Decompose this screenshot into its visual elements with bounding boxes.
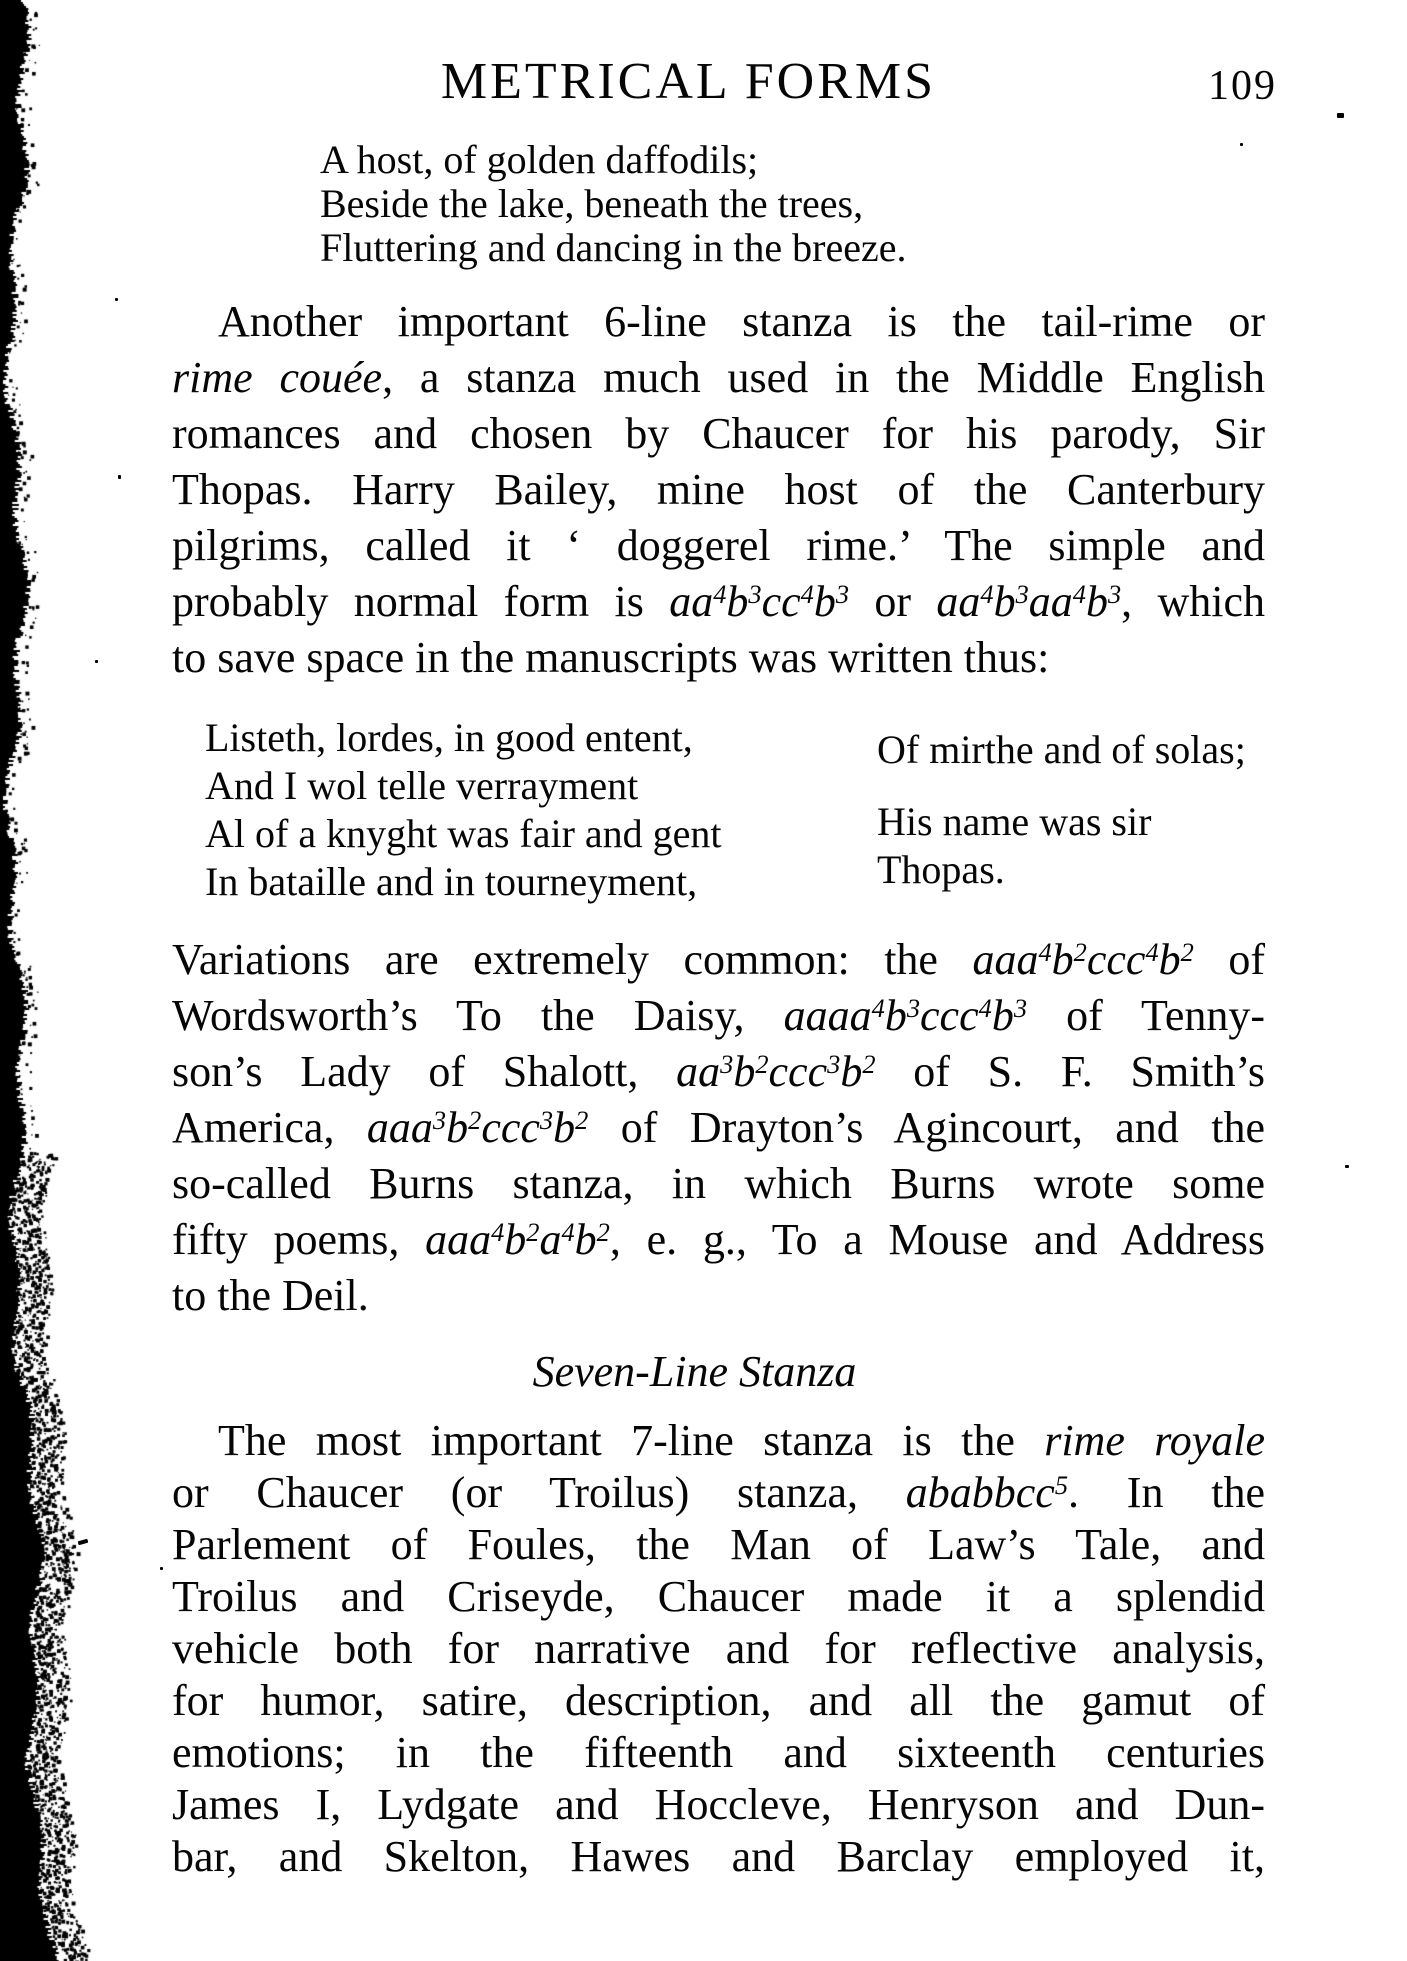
text-line: Listeth, lordes, in good entent,	[205, 715, 693, 760]
text-line: Fluttering and dancing in the breeze.	[320, 225, 907, 270]
ink-speck	[1337, 113, 1344, 118]
paragraph-rime-royale	[172, 1415, 1265, 1883]
text-line: son’s Lady of Shalott, $aa^3b^2ccc^3b^2$ of S. F. Smith’s	[172, 1047, 1266, 1096]
ink-speck	[38, 1655, 41, 1659]
text-line: rime couée, a stanza much used in the Middle English	[172, 353, 1265, 402]
text-line: or Chaucer (or Troilus) stanza, ababbcc$^5$. In the	[172, 1468, 1265, 1517]
text-line: so-called Burns stanza, in which Burns wrote some	[172, 1159, 1265, 1208]
ink-speck	[1345, 1165, 1349, 1168]
page-title: METRICAL FORMS	[440, 53, 937, 110]
text-line: America, $aaa^3b^2ccc^3b^2$ of Drayton’s Agincourt, and the	[172, 1103, 1265, 1152]
verse-left-column	[205, 714, 877, 906]
text-line: A host, of golden daffodils;	[320, 137, 759, 182]
poem-daffodils	[320, 138, 1265, 270]
page-number: 109	[1208, 63, 1277, 109]
paragraph-tail-rime	[172, 294, 1265, 686]
text-line: Variations are extremely common: the $aaa^4b^2ccc^4b^2$ of	[172, 935, 1265, 984]
text-line: In bataille and in tourneyment,	[205, 859, 698, 904]
page-content	[172, 0, 1277, 1883]
text-line: romances and chosen by Chaucer for his parody, Sir	[172, 409, 1265, 458]
book-binding-shadow	[0, 0, 100, 1961]
text-line: And I wol telle verrayment	[205, 763, 639, 808]
ink-speck	[160, 1567, 163, 1570]
text-line: for humor, satire, description, and all the gamut of	[172, 1676, 1265, 1725]
paragraph-variations	[172, 932, 1265, 1324]
text-line: Beside the lake, beneath the trees,	[320, 181, 864, 226]
text-line: to the Deil.	[172, 1271, 369, 1320]
ink-speck	[118, 475, 121, 479]
text-line: James I, Lydgate and Hoccleve, Henryson and Dun-	[172, 1780, 1265, 1829]
text-line: His name was sir Thopas.	[877, 799, 1152, 892]
text-line: bar, and Skelton, Hawes and Barclay employed it,	[172, 1832, 1265, 1881]
text-line: Wordsworth’s To the Daisy, $aaaa^4b^3ccc^4b^3$ of Tenny-	[172, 991, 1266, 1040]
text-line: Thopas. Harry Bailey, mine host of the Canterbury	[172, 465, 1265, 514]
text-line: probably normal form is $aa^4b^3cc^4b^3$ or $aa^4b^3aa^4b^3$, which	[172, 577, 1266, 626]
text-line: fifty poems, $aaa^4b^2a^4b^2$, e. g., To a Mouse and Address	[172, 1215, 1265, 1264]
text-line: Al of a knyght was fair and gent	[205, 811, 722, 856]
ink-speck	[95, 660, 98, 663]
text-line: to save space in the manuscripts was written thus:	[172, 633, 1050, 682]
text-line: Another important 6-line stanza is the tail-rime or	[218, 297, 1265, 346]
text-line: Parlement of Foules, the Man of Law’s Tale, and	[172, 1520, 1265, 1569]
ink-speck	[1240, 143, 1243, 146]
verse-right-column	[877, 714, 1270, 906]
section-heading: Seven-Line Stanza	[532, 1347, 857, 1396]
text-line: Of mirthe and of solas;	[877, 727, 1246, 772]
text-line: pilgrims, called it ‘ doggerel rime.’ The simple and	[172, 521, 1265, 570]
page-header	[172, 52, 1277, 114]
text-line: Troilus and Criseyde, Chaucer made it a splendid	[172, 1572, 1265, 1621]
verse-sir-thopas	[205, 714, 1270, 906]
text-line: vehicle both for narrative and for reflective analysis,	[172, 1624, 1265, 1673]
ink-speck	[115, 298, 118, 301]
text-line: The most important 7-line stanza is the rime royale	[218, 1416, 1265, 1465]
text-line: emotions; in the fifteenth and sixteenth centuries	[172, 1728, 1265, 1777]
